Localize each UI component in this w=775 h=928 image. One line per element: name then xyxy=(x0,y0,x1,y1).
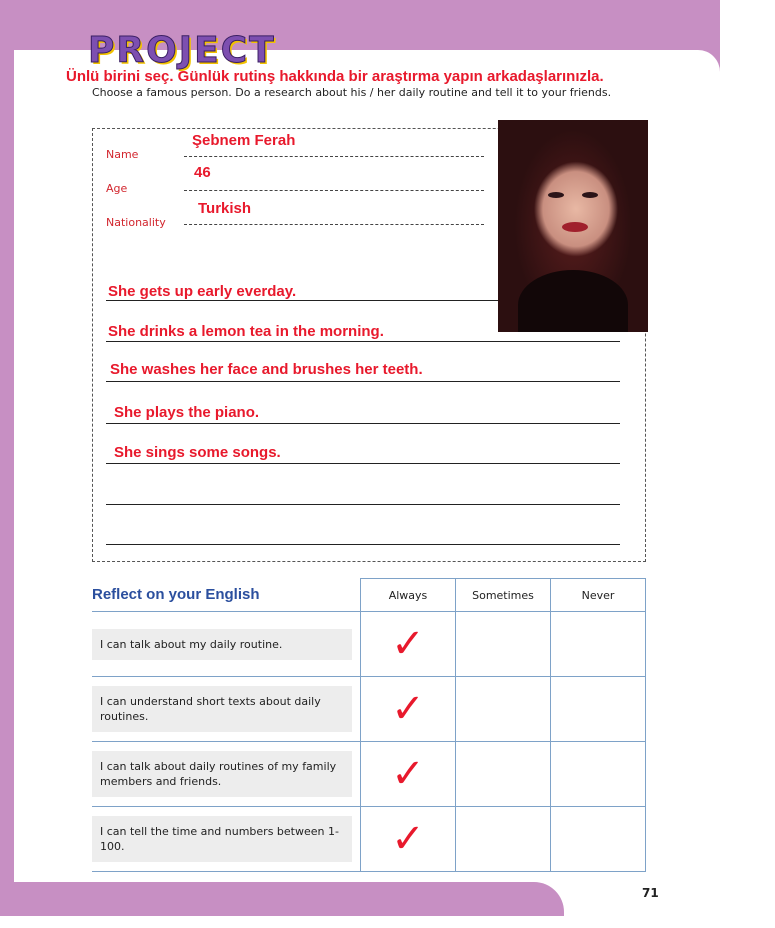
statement-text: I can tell the time and numbers between 1-100. xyxy=(92,816,352,862)
table-row xyxy=(92,677,646,742)
always-cell[interactable] xyxy=(361,807,456,872)
column-sometimes: Sometimes xyxy=(456,579,551,612)
photo-lips xyxy=(562,222,588,232)
statement-text: I can talk about my daily routine. xyxy=(92,629,352,660)
writing-line xyxy=(106,544,620,545)
table-row xyxy=(92,612,646,677)
never-cell[interactable] xyxy=(551,677,646,742)
reflect-title: Reflect on your English xyxy=(92,586,260,604)
project-logo xyxy=(88,28,276,72)
sometimes-cell[interactable] xyxy=(456,677,551,742)
statement-cell xyxy=(92,807,361,872)
writing-line xyxy=(106,423,620,424)
margin-right xyxy=(720,0,775,928)
sentence-5: She sings some songs. xyxy=(114,444,281,461)
nationality-label: Nationality xyxy=(106,216,166,229)
writing-line xyxy=(106,504,620,505)
never-cell[interactable] xyxy=(551,612,646,677)
reflect-table xyxy=(92,578,646,872)
sentence-4: She plays the piano. xyxy=(114,404,260,421)
nationality-value: Turkish xyxy=(198,200,252,217)
project-logo-text: PROJECT xyxy=(88,29,276,71)
statement-cell xyxy=(92,677,361,742)
always-cell[interactable] xyxy=(361,742,456,807)
check-mark-icon: ✓ xyxy=(391,686,425,732)
sometimes-cell[interactable] xyxy=(456,612,551,677)
celebrity-photo xyxy=(498,120,648,332)
check-mark-icon: ✓ xyxy=(391,751,425,797)
column-never: Never xyxy=(551,579,646,612)
check-mark-icon: ✓ xyxy=(391,621,425,667)
writing-line xyxy=(106,341,620,342)
name-label: Name xyxy=(106,148,139,161)
bottom-band xyxy=(14,882,564,916)
check-mark-icon: ✓ xyxy=(391,816,425,862)
writing-line xyxy=(106,463,620,464)
photo-eye-right xyxy=(582,192,598,198)
statement-cell xyxy=(92,742,361,807)
sentence-2: She drinks a lemon tea in the morning. xyxy=(108,323,384,340)
sometimes-cell[interactable] xyxy=(456,742,551,807)
sometimes-cell[interactable] xyxy=(456,807,551,872)
column-always: Always xyxy=(361,579,456,612)
age-label: Age xyxy=(106,182,128,195)
statement-text: I can talk about daily routines of my family members and friends. xyxy=(92,751,352,797)
never-cell[interactable] xyxy=(551,742,646,807)
sentence-3: She washes her face and brushes her teeth. xyxy=(110,361,423,378)
statement-cell xyxy=(92,612,361,677)
never-cell[interactable] xyxy=(551,807,646,872)
table-row xyxy=(92,742,646,807)
sentence-1: She gets up early everday. xyxy=(108,283,297,300)
writing-line xyxy=(106,381,620,382)
photo-eye-left xyxy=(548,192,564,198)
always-cell[interactable] xyxy=(361,612,456,677)
writing-line xyxy=(106,300,498,301)
age-value: 46 xyxy=(194,164,211,181)
table-row xyxy=(92,807,646,872)
statement-text: I can understand short texts about daily routines. xyxy=(92,686,352,732)
reflect-header-row xyxy=(92,579,646,612)
name-value: Şebnem Ferah xyxy=(192,132,296,149)
page-number: 71 xyxy=(642,886,659,900)
photo-body xyxy=(518,270,628,332)
instruction-turkish: Ünlü birini seç. Günlük rutinş hakkında bir araştırma yapın arkadaşlarınızla. xyxy=(66,68,604,85)
always-cell[interactable] xyxy=(361,677,456,742)
age-line xyxy=(184,172,484,191)
instruction-english: Choose a famous person. Do a research about his / her daily routine and tell it to your friends. xyxy=(92,86,612,99)
